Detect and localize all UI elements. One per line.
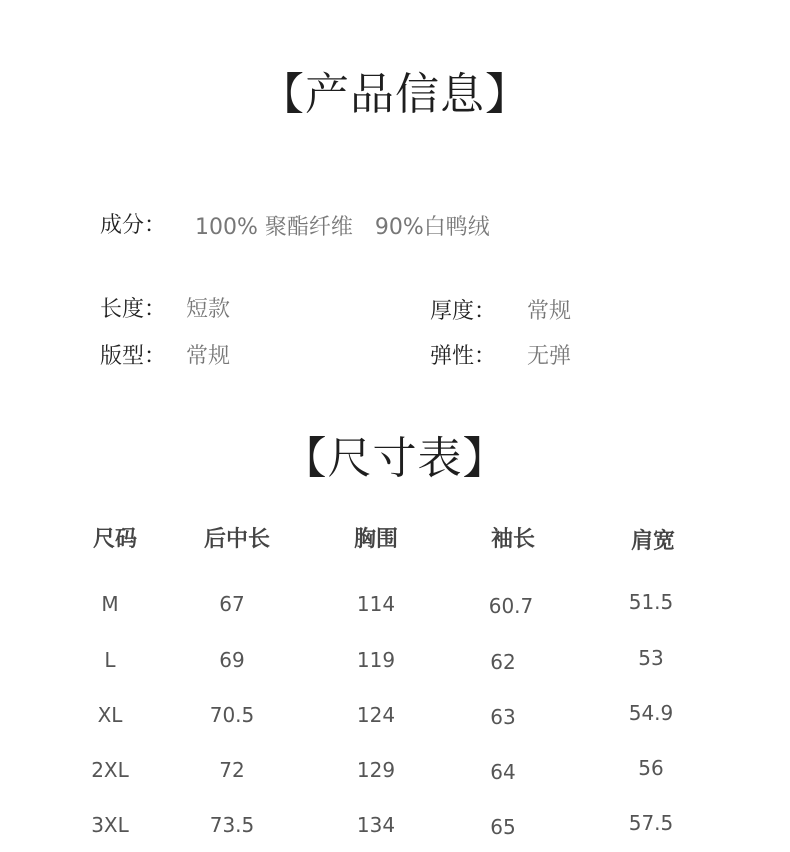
composition-label: 成分： <box>100 213 167 238</box>
table-cell: 51.5 <box>628 590 674 614</box>
table-cell: 114 <box>356 592 396 616</box>
table-cell: 54.9 <box>628 701 674 725</box>
table-cell: 73.5 <box>209 813 255 837</box>
table-cell: 65 <box>490 815 516 839</box>
table-cell: 56 <box>638 756 664 780</box>
thickness-value: 常规 <box>527 299 572 324</box>
table-cell: XL <box>97 703 123 727</box>
elasticity-value: 无弹 <box>527 344 572 369</box>
header-shoulder: 肩宽 <box>630 529 675 554</box>
header-back-length: 后中长 <box>203 527 270 552</box>
product-info-title: 【产品信息】 <box>260 69 530 120</box>
table-cell: 62 <box>490 650 516 674</box>
table-cell: 67 <box>219 592 245 616</box>
table-cell: 72 <box>219 758 245 782</box>
thickness-label: 厚度： <box>430 299 497 324</box>
fit-label: 版型： <box>100 344 167 369</box>
table-cell: M <box>101 592 119 616</box>
size-chart-title: 【尺寸表】 <box>282 433 508 484</box>
header-size: 尺码 <box>92 527 137 552</box>
table-cell: 63 <box>490 705 516 729</box>
elasticity-label: 弹性： <box>430 344 497 369</box>
length-value: 短款 <box>186 297 231 322</box>
composition-value: 100% 聚酯纤维 90%白鸭绒 <box>195 215 490 240</box>
table-cell: 129 <box>356 758 396 782</box>
table-cell: 53 <box>638 646 664 670</box>
header-sleeve: 袖长 <box>490 527 535 552</box>
length-label: 长度： <box>100 297 167 322</box>
table-cell: 2XL <box>91 758 129 782</box>
fit-value: 常规 <box>186 344 231 369</box>
table-cell: 119 <box>356 648 396 672</box>
table-cell: L <box>104 648 116 672</box>
table-cell: 3XL <box>91 813 129 837</box>
table-cell: 60.7 <box>488 594 534 618</box>
header-chest: 胸围 <box>353 527 398 552</box>
table-cell: 64 <box>490 760 516 784</box>
table-cell: 70.5 <box>209 703 255 727</box>
table-cell: 69 <box>219 648 245 672</box>
table-cell: 57.5 <box>628 811 674 835</box>
table-cell: 124 <box>356 703 396 727</box>
table-cell: 134 <box>356 813 396 837</box>
